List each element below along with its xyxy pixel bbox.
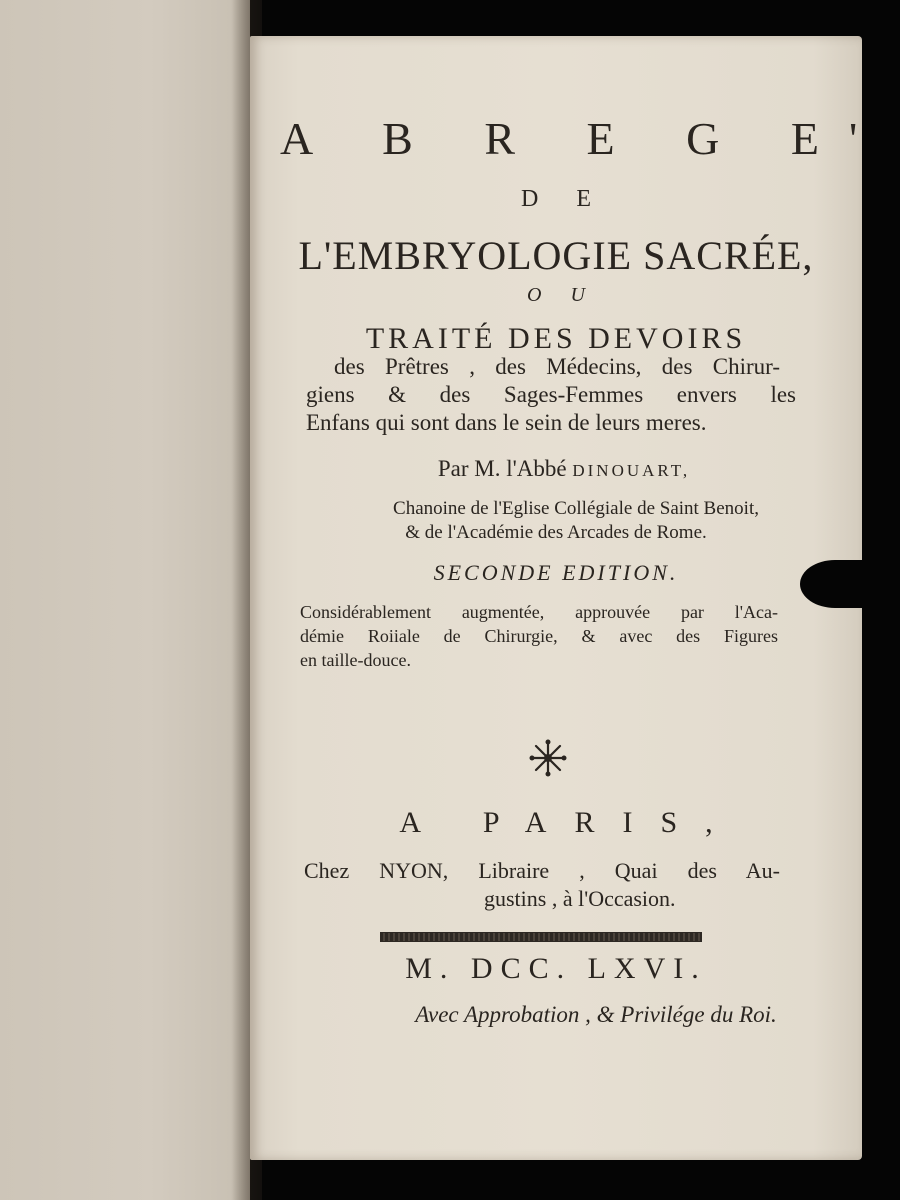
subtitle-line-3: Enfans qui sont dans le sein de leurs meres. (306, 410, 707, 435)
publisher-line-2: gustins , à l'Occasion. (484, 886, 676, 911)
book-subject: L'EMBRYOLOGIE SACRÉE, (298, 233, 814, 278)
subtitle-traite: TRAITÉ DES DEVOIRS (365, 322, 747, 355)
author-name: DINOUART, (572, 461, 691, 480)
edition-note-1: Considérablement augmentée, approuvée par l'Aca- (300, 602, 778, 622)
fleuron-icon (528, 738, 568, 778)
publisher-line-1: Chez NYON, Libraire , Quai des Au- (304, 858, 780, 883)
author-line (258, 456, 870, 482)
edition-label: SECONDE EDITION. (433, 560, 679, 585)
title-connector-ou: O U (527, 284, 597, 306)
title-connector-de: D E (521, 186, 607, 212)
facing-blank-page (0, 0, 250, 1200)
author-credential-2: & de l'Académie des Arcades de Rome. (405, 522, 707, 543)
publication-city: A PARIS, (399, 806, 741, 839)
author-credential-1: Chanoine de l'Eglise Collégiale de Saint Benoit, (393, 498, 759, 519)
edition-note-3: en taille-douce. (300, 650, 411, 670)
royal-privilege: Avec Approbation , & Privilége du Roi. (415, 1002, 777, 1027)
subtitle-line-1: des Prêtres , des Médecins, des Chirur- (334, 354, 780, 379)
edition-note-2: démie Roiiale de Chirurgie, & avec des Figures (300, 626, 778, 646)
book-title: A B R E G E' (280, 113, 888, 164)
publication-year: M. DCC. LXVI. (405, 952, 707, 985)
decorative-rule (380, 932, 702, 942)
subtitle-line-2: giens & des Sages-Femmes envers les (306, 382, 796, 407)
author-prefix: Par M. l'Abbé (437, 456, 573, 481)
